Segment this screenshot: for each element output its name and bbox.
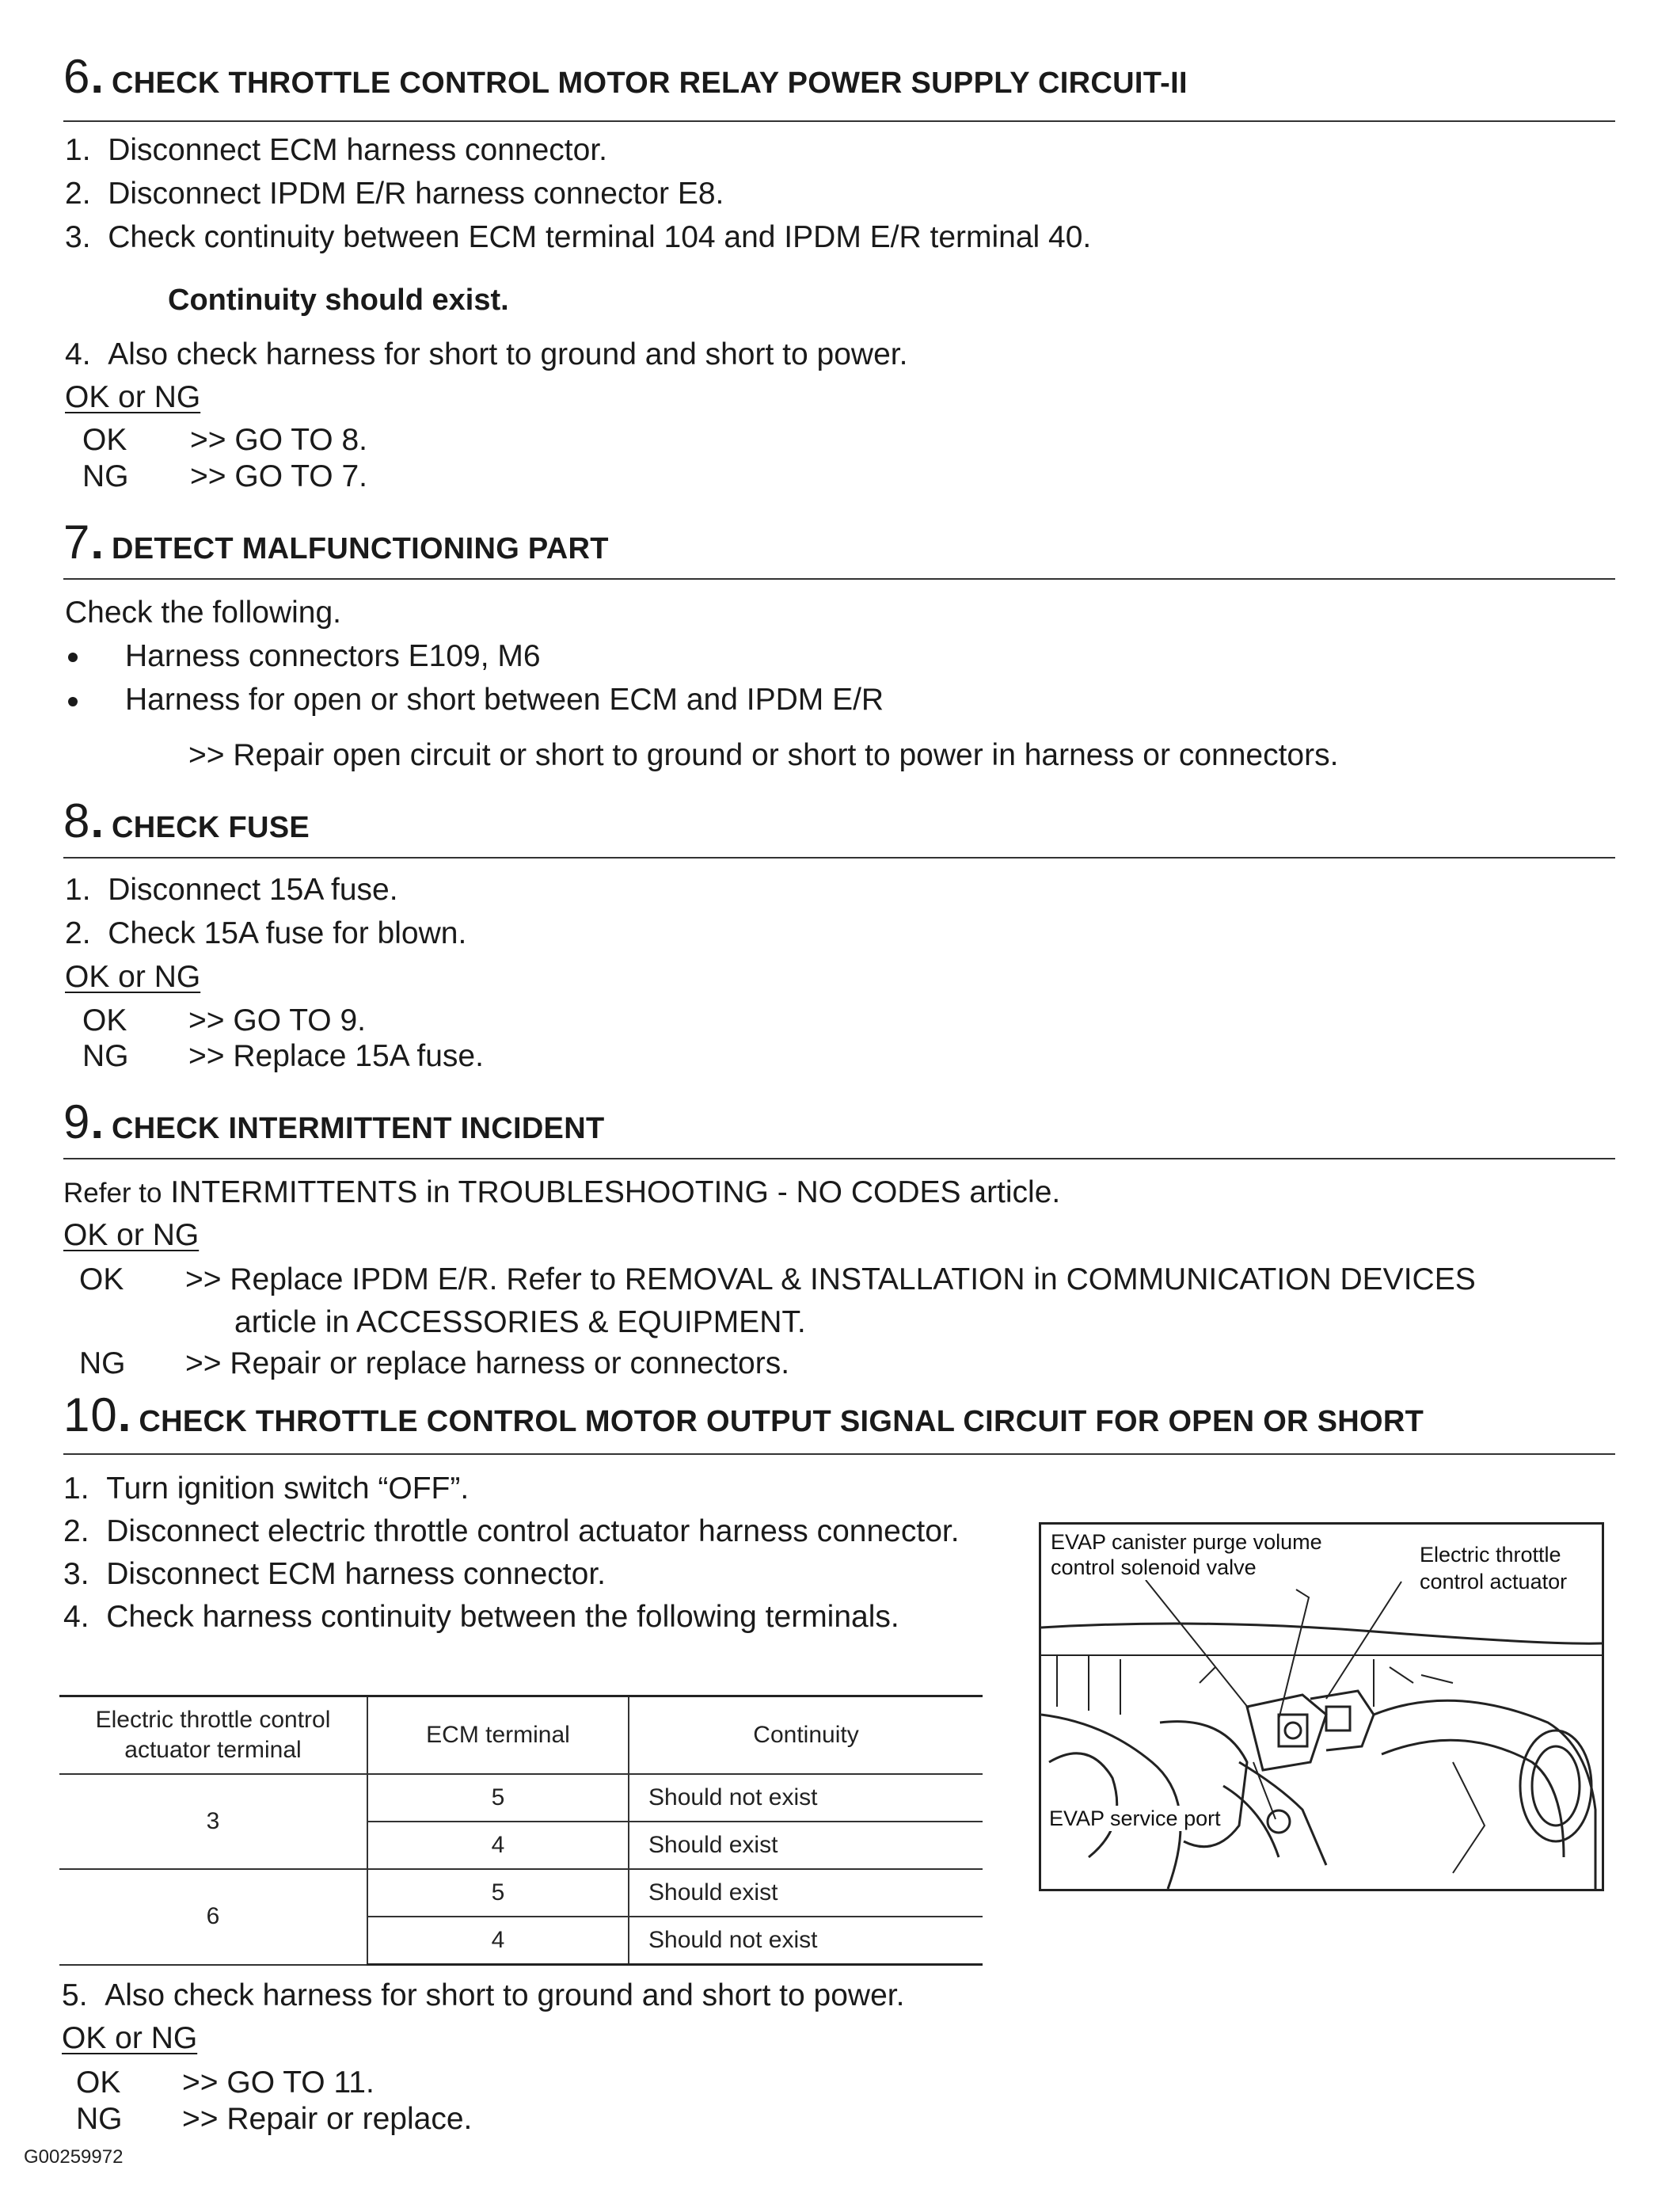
ok-or-ng-label: OK or NG: [62, 2021, 198, 2055]
continuity-cell: Should exist: [629, 1869, 983, 1917]
step-7-action: >> Repair open circuit or short to ground or short to power in harness or connectors.: [188, 738, 1339, 772]
result-code-ng: NG: [82, 459, 129, 493]
figure-label-service-port: EVAP service port: [1049, 1807, 1221, 1830]
ecm-terminal-cell: 4: [367, 1822, 629, 1869]
step-8-item-2: 2. Check 15A fuse for blown.: [65, 916, 467, 950]
section-divider: [63, 578, 1615, 580]
result-code-ok: OK: [82, 1003, 127, 1037]
result-action-ng: >> Repair or replace.: [182, 2102, 473, 2136]
table-header-row: [59, 1696, 983, 1775]
step-title: CHECK FUSE: [112, 811, 310, 844]
step-10-item-1: 1. Turn ignition switch “OFF”.: [63, 1471, 470, 1506]
section-divider: [63, 120, 1615, 122]
header-continuity: Continuity: [629, 1696, 983, 1775]
header-ecm-terminal: ECM terminal: [367, 1696, 629, 1775]
step-number: 8: [63, 794, 91, 847]
step-6-item-1: 1. Disconnect ECM harness connector.: [65, 133, 607, 167]
result-code-ng: NG: [79, 1346, 126, 1380]
continuity-cell: Should not exist: [629, 1917, 983, 1965]
step-10-item-4: 4. Check harness continuity between the following terminals.: [63, 1600, 899, 1634]
continuity-table: [59, 1695, 983, 1966]
step-7-bullet-2: Harness for open or short between ECM and IPDM E/R: [125, 683, 884, 717]
result-action-ok: >> GO TO 11.: [182, 2065, 375, 2100]
figure-label-throttle-actuator: Electric throttle: [1420, 1543, 1561, 1567]
table-row: [59, 1774, 983, 1822]
step-number: 10: [63, 1388, 118, 1441]
step-10-item-3: 3. Disconnect ECM harness connector.: [63, 1557, 606, 1591]
section-divider: [63, 1453, 1615, 1455]
step-8-item-1: 1. Disconnect 15A fuse.: [65, 873, 398, 907]
header-line-1: Electric throttle control: [95, 1707, 331, 1733]
figure-label-purge-valve-2: control solenoid valve: [1051, 1555, 1257, 1579]
actuator-terminal-cell: 3: [59, 1774, 367, 1869]
result-action-ng: >> GO TO 7.: [190, 459, 368, 493]
result-code-ok: OK: [76, 2065, 121, 2100]
step-10-item-2: 2. Disconnect electric throttle control actuator harness connector.: [63, 1514, 960, 1548]
step-number: 9: [63, 1095, 91, 1148]
continuity-cell: Should exist: [629, 1822, 983, 1869]
refer-prefix: Refer to: [63, 1178, 162, 1209]
result-action-ok: >> GO TO 8.: [190, 423, 368, 457]
table-row: [59, 1869, 983, 1917]
engine-bay-figure: [1039, 1522, 1604, 1891]
step-title: CHECK INTERMITTENT INCIDENT: [112, 1112, 605, 1145]
result-code-ng: NG: [76, 2102, 123, 2136]
result-action-ng: >> Repair or replace harness or connectors.: [185, 1346, 790, 1380]
step-10-heading: 10 . CHECK THROTTLE CONTROL MOTOR OUTPUT SIGNAL CIRCUIT FOR OPEN OR SHORT: [63, 1388, 1424, 1441]
ok-or-ng-label: OK or NG: [63, 1218, 200, 1252]
continuity-cell: Should not exist: [629, 1774, 983, 1822]
ok-or-ng-label: OK or NG: [65, 380, 201, 414]
figure-label-purge-valve: EVAP canister purge volume: [1051, 1530, 1322, 1554]
header-line-2: actuator terminal: [124, 1737, 302, 1763]
continuity-note: Continuity should exist.: [168, 284, 509, 317]
actuator-terminal-cell: 6: [59, 1869, 367, 1965]
step-10-item-5: 5. Also check harness for short to ground and short to power.: [62, 1978, 905, 2012]
refer-text: INTERMITTENTS in TROUBLESHOOTING - NO CODES article.: [170, 1175, 1061, 1209]
step-title: CHECK THROTTLE CONTROL MOTOR RELAY POWER SUPPLY CIRCUIT-II: [112, 67, 1188, 100]
section-divider: [63, 857, 1615, 859]
step-6-item-4: 4. Also check harness for short to ground and short to power.: [65, 337, 908, 371]
result-action-ok: >> GO TO 9.: [188, 1003, 367, 1037]
result-action-ok-continued: article in ACCESSORIES & EQUIPMENT.: [234, 1305, 806, 1339]
step-8-heading: 8 . CHECK FUSE: [63, 794, 310, 847]
step-7-bullet-1: Harness connectors E109, M6: [125, 639, 541, 673]
ecm-terminal-cell: 4: [367, 1917, 629, 1965]
step-6-item-2: 2. Disconnect IPDM E/R harness connector E8.: [65, 177, 724, 211]
result-code-ng: NG: [82, 1039, 129, 1073]
ok-or-ng-label: OK or NG: [65, 960, 201, 994]
step-6-heading: 6 . CHECK THROTTLE CONTROL MOTOR RELAY POWER SUPPLY CIRCUIT-II: [63, 50, 1188, 103]
bullet-icon: [68, 697, 78, 706]
bullet-icon: [68, 653, 78, 662]
section-divider: [63, 1158, 1615, 1159]
step-6-item-3: 3. Check continuity between ECM terminal 104 and IPDM E/R terminal 40.: [65, 220, 1092, 254]
ecm-terminal-cell: 5: [367, 1869, 629, 1917]
step-number: 7: [63, 516, 91, 569]
step-7-intro: Check the following.: [65, 596, 342, 630]
step-title: DETECT MALFUNCTIONING PART: [112, 532, 609, 565]
step-9-heading: 9 . CHECK INTERMITTENT INCIDENT: [63, 1095, 605, 1148]
step-7-heading: 7 . DETECT MALFUNCTIONING PART: [63, 516, 609, 569]
step-title: CHECK THROTTLE CONTROL MOTOR OUTPUT SIGNAL CIRCUIT FOR OPEN OR SHORT: [139, 1405, 1424, 1438]
step-9-reference: [63, 1174, 1060, 1213]
result-code-ok: OK: [82, 423, 127, 457]
ecm-terminal-cell: 5: [367, 1774, 629, 1822]
result-action-ok: >> Replace IPDM E/R. Refer to REMOVAL & INSTALLATION in COMMUNICATION DEVICES: [185, 1262, 1476, 1296]
figure-label-throttle-actuator-2: control actuator: [1420, 1570, 1568, 1593]
step-number: 6: [63, 50, 91, 103]
result-code-ok: OK: [79, 1262, 124, 1296]
result-action-ng: >> Replace 15A fuse.: [188, 1039, 484, 1073]
document-code: G00259972: [24, 2146, 124, 2168]
header-actuator-terminal: [59, 1696, 367, 1775]
